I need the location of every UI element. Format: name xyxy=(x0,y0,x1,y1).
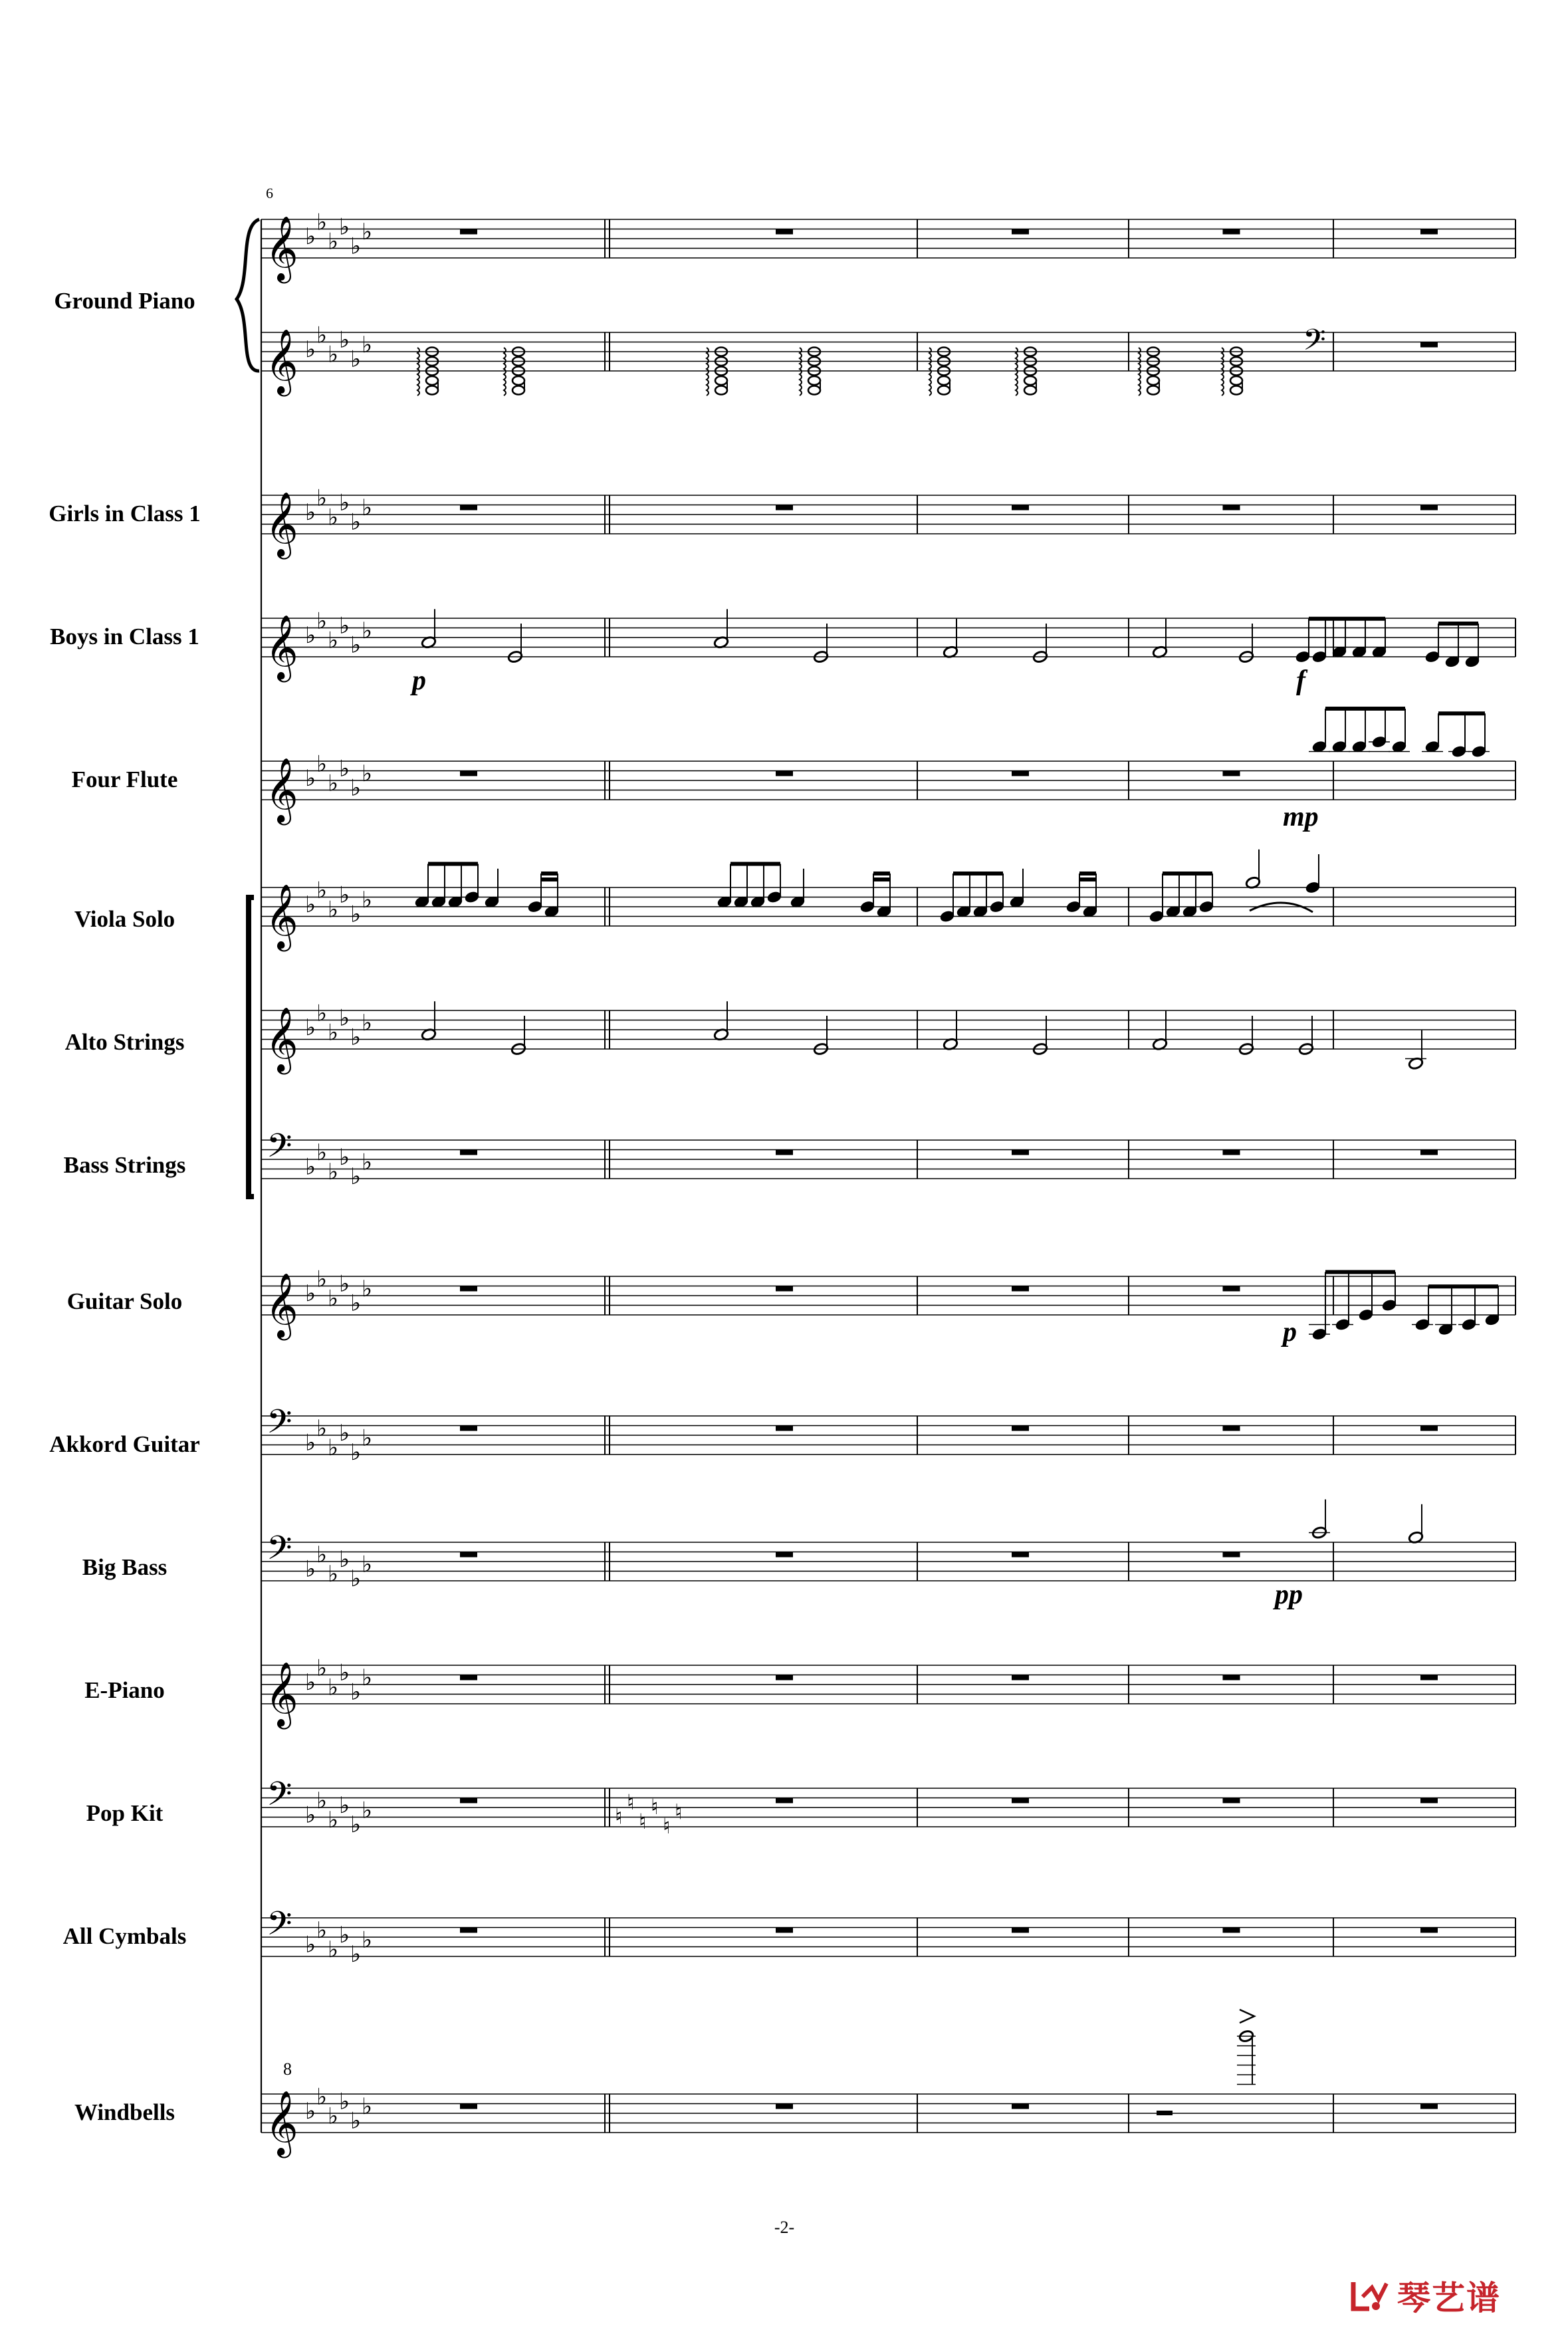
flat-icon: ♭ xyxy=(339,1546,350,1573)
note xyxy=(1389,713,1410,753)
note xyxy=(813,1016,829,1056)
whole-rest xyxy=(1420,229,1438,235)
flat-icon: ♭ xyxy=(339,1420,350,1447)
bass-clef-icon: 𝄢 xyxy=(267,1775,292,1821)
flat-icon: ♭ xyxy=(350,1290,362,1317)
whole-rest xyxy=(1012,1675,1029,1681)
instrument-label: All Cymbals xyxy=(62,1923,187,1949)
whole-rest xyxy=(776,1286,793,1292)
flat-icon: ♭ xyxy=(328,1434,339,1461)
staff-13 xyxy=(261,1905,1515,1968)
whole-rest xyxy=(1223,771,1240,776)
instrument-label: Four Flute xyxy=(71,766,178,792)
bass-clef-icon: 𝄢 xyxy=(267,1905,292,1951)
flat-icon: ♭ xyxy=(305,765,316,792)
treble-clef-icon: 𝄞 xyxy=(265,2090,298,2155)
whole-rest xyxy=(1012,505,1029,511)
note xyxy=(1238,1016,1254,1056)
flat-icon: ♭ xyxy=(328,1674,339,1701)
note xyxy=(1369,709,1390,752)
note xyxy=(484,869,500,909)
flat-icon: ♭ xyxy=(362,1551,373,1578)
flat-icon: ♭ xyxy=(305,2098,316,2125)
accent-icon xyxy=(1240,2010,1254,2023)
whole-rest xyxy=(1012,2104,1029,2109)
flat-icon: ♭ xyxy=(350,901,362,928)
flat-icon: ♭ xyxy=(328,228,339,255)
qinyipu-logo-icon xyxy=(1349,2277,1391,2314)
whole-rest xyxy=(776,505,793,511)
whole-rest xyxy=(1420,1675,1438,1681)
flat-icon: ♭ xyxy=(316,322,328,349)
note xyxy=(1238,624,1254,663)
whole-rest xyxy=(1223,1552,1240,1558)
whole-rest xyxy=(1223,1286,1240,1292)
instrument-label: Big Bass xyxy=(82,1554,168,1580)
whole-rest xyxy=(460,1286,477,1292)
note xyxy=(421,1001,437,1041)
whole-rest xyxy=(1012,1552,1029,1558)
note xyxy=(1458,1292,1480,1332)
whole-rest xyxy=(1420,1426,1438,1431)
flat-icon: ♭ xyxy=(362,1797,373,1824)
whole-rest xyxy=(1223,229,1240,235)
flat-icon: ♭ xyxy=(362,1009,373,1036)
flat-icon: ♭ xyxy=(362,331,373,358)
instrument-label: Pop Kit xyxy=(86,1800,164,1826)
bass-clef-change-icon: 𝄢 xyxy=(1303,322,1326,364)
note xyxy=(507,624,523,663)
flat-icon: ♭ xyxy=(362,760,373,787)
whole-rest xyxy=(460,1426,477,1431)
staff-14 xyxy=(261,2083,1515,2158)
staff-12 xyxy=(261,1775,1515,1838)
flat-icon: ♭ xyxy=(316,877,328,904)
flat-icon: ♭ xyxy=(350,1163,362,1190)
flat-icon: ♭ xyxy=(339,1004,350,1032)
flat-icon: ♭ xyxy=(305,1153,316,1181)
instrument-label: Bass Strings xyxy=(63,1152,186,1178)
flat-icon: ♭ xyxy=(350,346,362,373)
instrument-label: Guitar Solo xyxy=(66,1288,183,1314)
flat-icon: ♭ xyxy=(339,1144,350,1171)
dynamic-guitar_p: p xyxy=(1283,1317,1297,1347)
flat-icon: ♭ xyxy=(316,2083,328,2111)
dynamic-flute_mp: mp xyxy=(1283,802,1319,832)
treble-clef-icon: 𝄞 xyxy=(265,614,298,679)
flat-icon: ♭ xyxy=(328,770,339,797)
flat-icon: ♭ xyxy=(350,774,362,802)
note xyxy=(1298,1016,1314,1056)
natural-icon: ♮ xyxy=(639,1808,647,1834)
whole-rest xyxy=(1012,1286,1029,1292)
staff-0 xyxy=(261,209,1515,283)
treble-clef-icon: 𝄞 xyxy=(265,215,298,281)
brand-name: 琴艺谱 xyxy=(1397,2279,1501,2317)
note xyxy=(510,1016,526,1056)
whole-rest xyxy=(1012,1150,1029,1155)
flat-icon: ♭ xyxy=(328,504,339,531)
flat-icon: ♭ xyxy=(328,1285,339,1312)
measure-number: 6 xyxy=(266,185,273,201)
flat-icon: ♭ xyxy=(362,2093,373,2120)
bass-clef-icon: 𝄢 xyxy=(267,1127,292,1173)
whole-rest xyxy=(1223,1426,1240,1431)
flat-icon: ♭ xyxy=(362,1149,373,1176)
whole-rest xyxy=(1223,505,1240,511)
whole-rest xyxy=(1012,1798,1029,1804)
flat-icon: ♭ xyxy=(339,881,350,909)
flat-icon: ♭ xyxy=(316,485,328,512)
flat-icon: ♭ xyxy=(350,1941,362,1968)
flat-icon: ♭ xyxy=(339,612,350,640)
flat-icon: ♭ xyxy=(350,1811,362,1838)
treble-clef-icon: 𝄞 xyxy=(265,1272,298,1338)
note xyxy=(1448,719,1470,758)
staff-11 xyxy=(261,1655,1515,1729)
flat-icon: ♭ xyxy=(328,1019,339,1046)
whole-rest xyxy=(776,1150,793,1155)
natural-icon: ♮ xyxy=(675,1799,683,1825)
whole-rest xyxy=(1420,342,1438,348)
flat-icon: ♭ xyxy=(350,1679,362,1706)
brand-logo xyxy=(1349,2272,1501,2319)
note xyxy=(1422,713,1443,753)
instrument-label: Ground Piano xyxy=(54,288,195,314)
whole-rest xyxy=(460,1675,477,1681)
whole-rest xyxy=(776,1798,793,1804)
flat-icon: ♭ xyxy=(328,1936,339,1963)
instrument-label: Boys in Class 1 xyxy=(50,624,199,649)
tie xyxy=(1250,903,1313,912)
flat-icon: ♭ xyxy=(305,1802,316,1829)
note xyxy=(1405,1030,1426,1070)
flat-icon: ♭ xyxy=(328,1560,339,1587)
flat-icon: ♭ xyxy=(305,1931,316,1958)
flat-icon: ♭ xyxy=(362,494,373,521)
whole-rest xyxy=(1012,1928,1029,1933)
note xyxy=(1329,713,1350,753)
flat-icon: ♭ xyxy=(305,223,316,250)
flat-icon: ♭ xyxy=(350,632,362,659)
note xyxy=(1412,1292,1433,1332)
flat-icon: ♭ xyxy=(316,1787,328,1814)
note xyxy=(1032,1016,1048,1056)
treble-clef-icon: 𝄞 xyxy=(265,1006,298,1072)
flat-icon: ♭ xyxy=(362,1926,373,1954)
dynamic-boys_f: f xyxy=(1296,665,1305,696)
note xyxy=(1245,850,1261,889)
flat-icon: ♭ xyxy=(350,233,362,260)
flat-icon: ♭ xyxy=(305,336,316,363)
bass-clef-icon: 𝄢 xyxy=(267,1529,292,1575)
flat-icon: ♭ xyxy=(305,1014,316,1041)
flat-icon: ♭ xyxy=(316,209,328,236)
whole-rest xyxy=(776,1928,793,1933)
flat-icon: ♭ xyxy=(328,1158,339,1185)
flat-icon: ♭ xyxy=(305,1669,316,1696)
note xyxy=(713,1001,729,1041)
flat-icon: ♭ xyxy=(350,509,362,536)
whole-rest xyxy=(776,2104,793,2109)
whole-rest xyxy=(776,1675,793,1681)
flat-icon: ♭ xyxy=(328,1806,339,1833)
flat-icon: ♭ xyxy=(339,1270,350,1298)
whole-rest xyxy=(1420,1798,1438,1804)
note xyxy=(1349,713,1370,753)
treble-clef-icon: 𝄞 xyxy=(265,883,298,949)
flat-icon: ♭ xyxy=(339,1922,350,1948)
flat-icon: ♭ xyxy=(316,1266,328,1293)
flat-icon: ♭ xyxy=(305,499,316,526)
staff-10 xyxy=(261,1529,1515,1592)
flat-icon: ♭ xyxy=(350,1439,362,1466)
flat-icon: ♭ xyxy=(328,341,339,368)
whole-rest xyxy=(460,1150,477,1155)
natural-icon: ♮ xyxy=(651,1794,659,1819)
whole-rest xyxy=(1420,1150,1438,1155)
whole-rest xyxy=(1420,505,1438,511)
flat-icon: ♭ xyxy=(305,1556,316,1583)
treble-clef-icon: 𝄞 xyxy=(265,491,298,556)
flat-icon: ♭ xyxy=(362,1664,373,1691)
flat-icon: ♭ xyxy=(316,1655,328,1682)
bass-clef-icon: 𝄢 xyxy=(267,1403,292,1449)
note xyxy=(1309,1500,1330,1540)
whole-rest xyxy=(460,1928,477,1933)
treble-clef-icon: 𝄞 xyxy=(265,328,298,394)
whole-rest xyxy=(1223,1675,1240,1681)
whole-rest xyxy=(460,2104,477,2109)
instrument-label: Viola Solo xyxy=(74,906,175,932)
treble-clef-icon: 𝄞 xyxy=(265,757,298,822)
staff-7 xyxy=(261,1127,1515,1190)
note xyxy=(1152,619,1168,659)
whole-rest xyxy=(460,1552,477,1558)
whole-rest xyxy=(1223,1150,1240,1155)
note xyxy=(943,619,958,659)
whole-rest xyxy=(460,505,477,511)
flat-icon: ♭ xyxy=(362,218,373,245)
note xyxy=(1032,624,1048,663)
instrument-label: Girls in Class 1 xyxy=(49,501,201,526)
flat-icon: ♭ xyxy=(339,489,350,517)
flat-icon: ♭ xyxy=(305,1429,316,1457)
flat-icon: ♭ xyxy=(350,1566,362,1592)
flat-icon: ♭ xyxy=(316,608,328,635)
note xyxy=(1152,1011,1168,1051)
natural-icon: ♮ xyxy=(615,1804,623,1829)
staff-8 xyxy=(261,1266,1515,1340)
flat-icon: ♭ xyxy=(305,891,316,918)
note xyxy=(1309,1301,1330,1341)
flat-icon: ♭ xyxy=(305,622,316,649)
flat-icon: ♭ xyxy=(339,755,350,782)
natural-icon: ♮ xyxy=(663,1813,671,1839)
flat-icon: ♭ xyxy=(316,1139,328,1166)
flat-icon: ♭ xyxy=(316,751,328,778)
natural-icon: ♮ xyxy=(627,1789,635,1815)
flat-icon: ♭ xyxy=(328,2103,339,2130)
note xyxy=(1435,1296,1456,1336)
flat-icon: ♭ xyxy=(362,617,373,644)
whole-rest xyxy=(776,229,793,235)
whole-rest xyxy=(776,771,793,776)
flat-icon: ♭ xyxy=(328,627,339,654)
staff-2 xyxy=(261,485,1515,559)
whole-rest xyxy=(460,1798,477,1804)
flat-icon: ♭ xyxy=(350,2107,362,2135)
flat-icon: ♭ xyxy=(328,896,339,923)
flat-icon: ♭ xyxy=(350,1024,362,1051)
instrument-label: Windbells xyxy=(74,2099,175,2125)
flat-icon: ♭ xyxy=(316,1000,328,1027)
flat-icon: ♭ xyxy=(362,1275,373,1302)
note xyxy=(713,609,729,649)
flat-icon: ♭ xyxy=(339,213,350,241)
octave-mark: 8 xyxy=(283,2059,292,2079)
note xyxy=(943,1011,958,1051)
flat-icon: ♭ xyxy=(339,326,350,354)
instrument-label: E-Piano xyxy=(84,1677,165,1703)
whole-rest xyxy=(1420,1928,1438,1933)
dynamic-boys_p: p xyxy=(412,665,426,696)
whole-rest xyxy=(776,1426,793,1431)
strings-bracket xyxy=(249,897,254,1197)
note xyxy=(790,869,806,909)
instrument-label: Alto Strings xyxy=(64,1029,185,1055)
whole-rest xyxy=(1223,1928,1240,1933)
whole-rest xyxy=(1223,1798,1240,1804)
note xyxy=(1009,869,1025,909)
note xyxy=(421,609,437,649)
note xyxy=(1305,854,1321,894)
flat-icon: ♭ xyxy=(362,1425,373,1452)
flat-icon: ♭ xyxy=(339,1792,350,1819)
note xyxy=(1332,1292,1353,1332)
whole-rest xyxy=(1420,2104,1438,2109)
whole-rest xyxy=(1012,229,1029,235)
note xyxy=(1408,1504,1424,1544)
staff-1 xyxy=(261,322,1515,396)
whole-rest xyxy=(1012,1426,1029,1431)
whole-rest xyxy=(460,771,477,776)
treble-clef-icon: 𝄞 xyxy=(265,1661,298,1726)
instrument-label: Akkord Guitar xyxy=(49,1431,200,1457)
flat-icon: ♭ xyxy=(362,886,373,913)
staff-9 xyxy=(261,1403,1515,1466)
flat-icon: ♭ xyxy=(316,1917,328,1944)
page-number: -2- xyxy=(774,2218,795,2237)
staff-4 xyxy=(261,751,1515,825)
flat-icon: ♭ xyxy=(316,1415,328,1442)
staff-6 xyxy=(261,1000,1515,1074)
flat-icon: ♭ xyxy=(339,1659,350,1687)
whole-rest xyxy=(776,1552,793,1558)
note xyxy=(1309,713,1330,753)
half-rest xyxy=(1157,2111,1173,2115)
note xyxy=(813,624,829,663)
whole-rest xyxy=(460,229,477,235)
note xyxy=(1468,719,1490,758)
whole-rest xyxy=(1012,771,1029,776)
flat-icon: ♭ xyxy=(316,1541,328,1568)
flat-icon: ♭ xyxy=(305,1280,316,1307)
flat-icon: ♭ xyxy=(339,2088,350,2115)
dynamic-bass_pp: pp xyxy=(1275,1579,1303,1610)
